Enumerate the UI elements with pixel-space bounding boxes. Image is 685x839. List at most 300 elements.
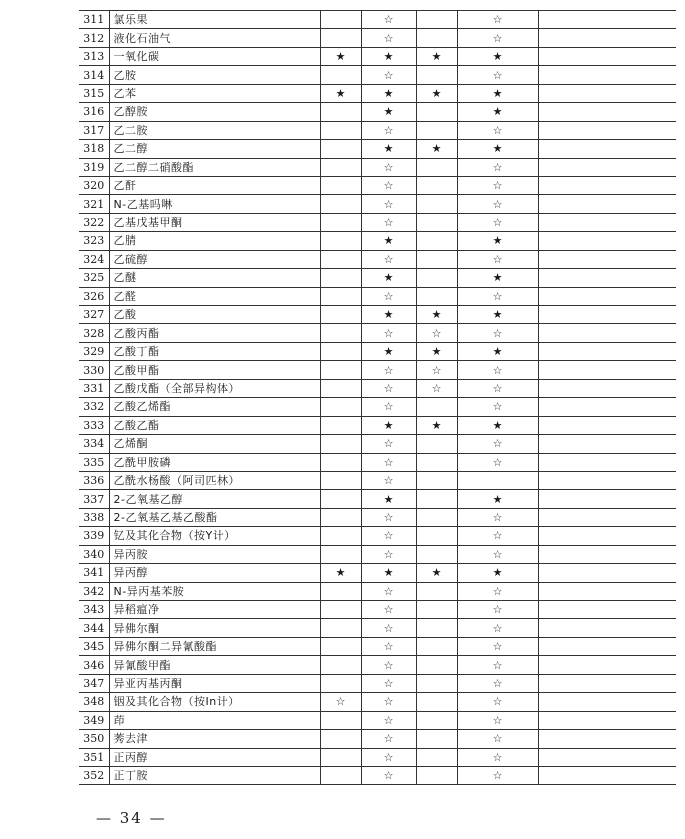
filled-star-icon: ★ [457,490,538,508]
outline-star-icon: ☆ [361,324,416,342]
row-number: 345 [79,637,109,655]
empty-cell [416,527,457,545]
filled-star-icon: ★ [457,269,538,287]
table-row [79,232,676,250]
chemical-name: 乙酐 [109,176,320,194]
chemical-name: 乙酸丙酯 [109,324,320,342]
empty-cell [416,656,457,674]
table-row [79,213,676,231]
empty-cell [538,471,676,489]
chemical-name: 乙醇胺 [109,103,320,121]
outline-star-icon: ☆ [361,213,416,231]
row-number: 339 [79,527,109,545]
empty-cell [320,545,361,563]
empty-cell [320,195,361,213]
empty-cell [320,232,361,250]
empty-cell [416,11,457,29]
empty-cell [320,66,361,84]
empty-cell [416,674,457,692]
table-row [79,453,676,471]
row-number: 320 [79,176,109,194]
empty-cell [320,656,361,674]
row-number: 311 [79,11,109,29]
row-number: 322 [79,213,109,231]
filled-star-icon: ★ [361,47,416,65]
empty-cell [416,471,457,489]
filled-star-icon: ★ [457,232,538,250]
empty-cell [538,619,676,637]
outline-star-icon: ☆ [361,66,416,84]
empty-cell [416,121,457,139]
filled-star-icon: ★ [416,306,457,324]
table-row [79,527,676,545]
empty-cell [416,176,457,194]
row-number: 325 [79,269,109,287]
outline-star-icon: ☆ [457,766,538,784]
outline-star-icon: ☆ [361,435,416,453]
filled-star-icon: ★ [457,564,538,582]
row-number: 340 [79,545,109,563]
chemical-name: 乙二醇 [109,140,320,158]
row-number: 333 [79,416,109,434]
outline-star-icon: ☆ [361,195,416,213]
outline-star-icon: ☆ [457,195,538,213]
table-row [79,619,676,637]
row-number: 327 [79,306,109,324]
table-row [79,121,676,139]
outline-star-icon: ☆ [361,748,416,766]
chemical-name: 异稻瘟净 [109,601,320,619]
table-row [79,693,676,711]
table-row [79,748,676,766]
chemical-name: N-乙基吗啉 [109,195,320,213]
table-row [79,287,676,305]
empty-cell [320,674,361,692]
empty-cell [320,637,361,655]
outline-star-icon: ☆ [361,158,416,176]
empty-cell [320,11,361,29]
empty-cell [320,306,361,324]
empty-cell [538,103,676,121]
empty-cell [538,435,676,453]
empty-cell [538,674,676,692]
table-row [79,361,676,379]
table-row [79,416,676,434]
filled-star-icon: ★ [361,564,416,582]
filled-star-icon: ★ [361,103,416,121]
empty-cell [538,287,676,305]
filled-star-icon: ★ [361,416,416,434]
outline-star-icon: ☆ [361,361,416,379]
empty-cell [320,748,361,766]
outline-star-icon: ☆ [361,730,416,748]
empty-cell [416,693,457,711]
table-row [79,11,676,29]
outline-star-icon: ☆ [457,711,538,729]
chemical-name: 乙烯酮 [109,435,320,453]
outline-star-icon: ☆ [320,693,361,711]
filled-star-icon: ★ [457,140,538,158]
table-row [79,674,676,692]
chemical-name: 乙腈 [109,232,320,250]
row-number: 328 [79,324,109,342]
chemical-name: 氯乐果 [109,11,320,29]
chemical-name: 钇及其化合物（按Y计） [109,527,320,545]
table-row [79,250,676,268]
filled-star-icon: ★ [320,564,361,582]
empty-cell [416,66,457,84]
empty-cell [538,29,676,47]
outline-star-icon: ☆ [457,176,538,194]
table-body [79,11,676,785]
empty-cell [320,601,361,619]
empty-cell [416,435,457,453]
empty-cell [416,637,457,655]
table-row [79,766,676,784]
empty-cell [538,232,676,250]
outline-star-icon: ☆ [457,545,538,563]
chemical-name: 液化石油气 [109,29,320,47]
empty-cell [320,287,361,305]
outline-star-icon: ☆ [361,29,416,47]
outline-star-icon: ☆ [361,379,416,397]
table-row [79,711,676,729]
filled-star-icon: ★ [457,342,538,360]
empty-cell [320,619,361,637]
empty-cell [320,453,361,471]
empty-cell [538,490,676,508]
chemical-name: 乙硫醇 [109,250,320,268]
empty-cell [320,527,361,545]
outline-star-icon: ☆ [361,656,416,674]
table-row [79,66,676,84]
empty-cell [538,11,676,29]
outline-star-icon: ☆ [416,361,457,379]
table-row [79,582,676,600]
outline-star-icon: ☆ [457,66,538,84]
empty-cell [538,379,676,397]
filled-star-icon: ★ [457,103,538,121]
outline-star-icon: ☆ [457,508,538,526]
chemical-name: 莠去津 [109,730,320,748]
outline-star-icon: ☆ [361,619,416,637]
chemical-name: 异佛尔酮二异氰酸酯 [109,637,320,655]
row-number: 318 [79,140,109,158]
empty-cell [538,730,676,748]
outline-star-icon: ☆ [361,766,416,784]
filled-star-icon: ★ [457,84,538,102]
empty-cell [416,232,457,250]
empty-cell [320,508,361,526]
empty-cell [457,471,538,489]
row-number: 347 [79,674,109,692]
table-row [79,508,676,526]
outline-star-icon: ☆ [361,176,416,194]
row-number: 334 [79,435,109,453]
chemical-name: 一氧化碳 [109,47,320,65]
empty-cell [320,121,361,139]
row-number: 317 [79,121,109,139]
row-number: 326 [79,287,109,305]
chemical-name: 正丙醇 [109,748,320,766]
table-row [79,379,676,397]
table-row [79,601,676,619]
empty-cell [538,711,676,729]
filled-star-icon: ★ [416,47,457,65]
empty-cell [416,766,457,784]
chemical-name: 铟及其化合物（按In计） [109,693,320,711]
chemical-name: 乙酸甲酯 [109,361,320,379]
table-row [79,342,676,360]
row-number: 341 [79,564,109,582]
row-number: 330 [79,361,109,379]
chemical-name: 异亚丙基丙酮 [109,674,320,692]
row-number: 314 [79,66,109,84]
empty-cell [538,324,676,342]
outline-star-icon: ☆ [416,379,457,397]
empty-cell [416,453,457,471]
outline-star-icon: ☆ [457,213,538,231]
row-number: 316 [79,103,109,121]
empty-cell [320,361,361,379]
row-number: 312 [79,29,109,47]
chemical-name: 乙二醇二硝酸酯 [109,158,320,176]
outline-star-icon: ☆ [457,361,538,379]
filled-star-icon: ★ [320,47,361,65]
row-number: 351 [79,748,109,766]
outline-star-icon: ☆ [361,471,416,489]
empty-cell [320,582,361,600]
empty-cell [320,29,361,47]
empty-cell [320,342,361,360]
empty-cell [320,766,361,784]
empty-cell [416,398,457,416]
filled-star-icon: ★ [457,47,538,65]
outline-star-icon: ☆ [457,324,538,342]
chemical-name: 异氰酸甲酯 [109,656,320,674]
row-number: 313 [79,47,109,65]
empty-cell [538,121,676,139]
outline-star-icon: ☆ [457,453,538,471]
outline-star-icon: ☆ [457,287,538,305]
filled-star-icon: ★ [361,306,416,324]
table-row [79,637,676,655]
empty-cell [416,158,457,176]
empty-cell [416,29,457,47]
empty-cell [538,601,676,619]
outline-star-icon: ☆ [361,545,416,563]
filled-star-icon: ★ [416,342,457,360]
empty-cell [538,453,676,471]
row-number: 335 [79,453,109,471]
row-number: 331 [79,379,109,397]
row-number: 338 [79,508,109,526]
filled-star-icon: ★ [361,140,416,158]
chemical-name: 正丁胺 [109,766,320,784]
empty-cell [538,748,676,766]
filled-star-icon: ★ [416,84,457,102]
row-number: 344 [79,619,109,637]
outline-star-icon: ☆ [457,601,538,619]
table-row [79,140,676,158]
outline-star-icon: ☆ [457,435,538,453]
empty-cell [538,582,676,600]
table-row [79,84,676,102]
table-row [79,29,676,47]
page-number: — 34 — [96,809,167,827]
outline-star-icon: ☆ [457,121,538,139]
empty-cell [416,545,457,563]
outline-star-icon: ☆ [361,601,416,619]
empty-cell [538,195,676,213]
filled-star-icon: ★ [361,342,416,360]
table-row [79,490,676,508]
table-row [79,730,676,748]
empty-cell [416,748,457,766]
filled-star-icon: ★ [361,84,416,102]
empty-cell [538,656,676,674]
empty-cell [538,140,676,158]
empty-cell [320,213,361,231]
empty-cell [538,361,676,379]
outline-star-icon: ☆ [361,637,416,655]
outline-star-icon: ☆ [457,656,538,674]
chemical-name: 2-乙氧基乙醇 [109,490,320,508]
chemical-name: 异丙醇 [109,564,320,582]
chemical-name: 乙二胺 [109,121,320,139]
outline-star-icon: ☆ [457,693,538,711]
empty-cell [320,324,361,342]
empty-cell [416,195,457,213]
table-row [79,398,676,416]
row-number: 352 [79,766,109,784]
empty-cell [538,637,676,655]
empty-cell [320,250,361,268]
row-number: 342 [79,582,109,600]
empty-cell [320,416,361,434]
empty-cell [538,84,676,102]
empty-cell [538,158,676,176]
empty-cell [538,508,676,526]
outline-star-icon: ☆ [416,324,457,342]
empty-cell [416,490,457,508]
outline-star-icon: ☆ [361,527,416,545]
filled-star-icon: ★ [361,269,416,287]
table-row [79,306,676,324]
table-row [79,435,676,453]
empty-cell [320,435,361,453]
outline-star-icon: ☆ [361,711,416,729]
table-row [79,176,676,194]
outline-star-icon: ☆ [457,527,538,545]
outline-star-icon: ☆ [361,674,416,692]
filled-star-icon: ★ [457,416,538,434]
table-row [79,324,676,342]
table-row [79,471,676,489]
table-row [79,269,676,287]
empty-cell [320,103,361,121]
empty-cell [538,176,676,194]
filled-star-icon: ★ [416,564,457,582]
outline-star-icon: ☆ [361,582,416,600]
chemical-name: 乙醛 [109,287,320,305]
chemical-name: 乙基戊基甲酮 [109,213,320,231]
outline-star-icon: ☆ [361,453,416,471]
empty-cell [416,250,457,268]
empty-cell [416,601,457,619]
filled-star-icon: ★ [416,140,457,158]
empty-cell [320,176,361,194]
outline-star-icon: ☆ [361,398,416,416]
chemical-name: 2-乙氧基乙基乙酸酯 [109,508,320,526]
outline-star-icon: ☆ [457,250,538,268]
empty-cell [538,213,676,231]
outline-star-icon: ☆ [457,730,538,748]
empty-cell [538,342,676,360]
table-row [79,564,676,582]
empty-cell [416,508,457,526]
outline-star-icon: ☆ [361,508,416,526]
chemical-name: 乙酸丁酯 [109,342,320,360]
empty-cell [320,158,361,176]
empty-cell [416,103,457,121]
empty-cell [538,269,676,287]
table-row [79,158,676,176]
outline-star-icon: ☆ [361,121,416,139]
empty-cell [538,564,676,582]
table-row [79,656,676,674]
chemical-name: N-异丙基苯胺 [109,582,320,600]
outline-star-icon: ☆ [457,582,538,600]
row-number: 348 [79,693,109,711]
row-number: 324 [79,250,109,268]
empty-cell [416,582,457,600]
outline-star-icon: ☆ [457,619,538,637]
empty-cell [538,306,676,324]
outline-star-icon: ☆ [361,250,416,268]
empty-cell [538,47,676,65]
empty-cell [320,398,361,416]
row-number: 350 [79,730,109,748]
empty-cell [320,490,361,508]
chemical-name: 乙酸戊酯（全部异构体） [109,379,320,397]
table-row [79,47,676,65]
empty-cell [416,287,457,305]
empty-cell [320,471,361,489]
outline-star-icon: ☆ [457,29,538,47]
empty-cell [538,545,676,563]
empty-cell [538,66,676,84]
filled-star-icon: ★ [457,306,538,324]
empty-cell [538,398,676,416]
empty-cell [538,766,676,784]
row-number: 346 [79,656,109,674]
row-number: 336 [79,471,109,489]
outline-star-icon: ☆ [457,11,538,29]
chemical-name: 乙酰甲胺磷 [109,453,320,471]
table-row [79,103,676,121]
outline-star-icon: ☆ [457,748,538,766]
empty-cell [416,730,457,748]
outline-star-icon: ☆ [361,693,416,711]
outline-star-icon: ☆ [457,158,538,176]
empty-cell [320,140,361,158]
empty-cell [416,269,457,287]
row-number: 319 [79,158,109,176]
outline-star-icon: ☆ [361,11,416,29]
chemical-name: 乙酸乙酯 [109,416,320,434]
table-row [79,545,676,563]
